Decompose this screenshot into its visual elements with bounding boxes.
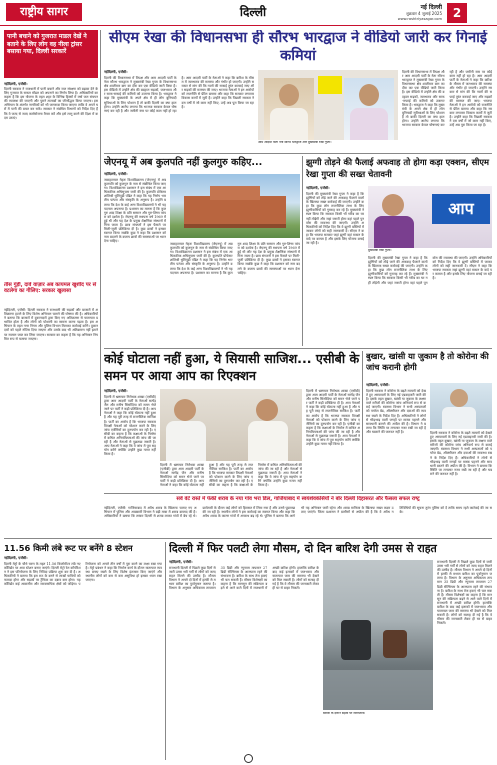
metro-story-headline: 11.56 किमी लंबे रूट पर बनेंगे 8 स्टेशन — [4, 543, 133, 553]
jnu-story — [104, 156, 300, 346]
jhuggi-photo-caption: मुख्यमंत्री रेखा गुप्ता। — [368, 249, 392, 252]
weather-photo-caption: बारिश के दौरान सड़क पर जलभराव। — [323, 712, 366, 715]
scam-story — [104, 351, 360, 491]
left-story-byline: नईदिल्ली, एजेंसी: — [4, 82, 28, 86]
left-story-text: दिल्ली सरकार ने राजधानी में पानी बचाने और जल संरक्षण को बढ़ावा देने के लिए गुजरात के सफल मॉडल को अपनाने का निर्णय लिया है। अधिकारियों का कहना है कि इस योजना के तहत शहर के विभिन्न हिस्सों में वर्षा जल संचयन की व्यवस्था की जाएगी और पुराने तालाबों का जीर्णोद्धार किया जाएगा। इस अभियान के अंतर्गत नागरिकों को भी जागरूक किया जाएगा ताकि वे अपने घरों में पानी की बचत कर सकें। सरकार ने संबंधित विभागों को निर्देश दिए हैं कि वे जल्द से जल्द कार्ययोजना तैयार करें और इसे लागू करने की दिशा में कदम उठाएं। — [4, 87, 98, 120]
jnu-building-photo — [170, 174, 300, 238]
wide-story — [104, 496, 492, 536]
fever-story-headline: बुखार, खांसी या जुकाम है तो कोरोना की जांच करानी होगी — [366, 351, 489, 372]
weather-story-headline: दिल्ली में फिर पलटी लेगा मौसम, दो दिन बारिश देगी उमस से राहत — [169, 542, 437, 555]
weather-story-byline: नईदिल्ली, एजेंसी: — [169, 560, 193, 564]
page-number-badge: 2 — [447, 3, 467, 23]
jhuggi-story-headline: झुग्गी तोड़ने की फैलाई अफवाह तो होगा कड़ा एक्शन, सीएम रेखा गुप्ता की सख्त चेतावनी — [306, 157, 490, 179]
fever-story-text-col1: दिल्ली सरकार ने कोरोना के बढ़ते मामलों को देखते हुए अस्पतालों के लिए नई एडवाइजरी जारी की है। इसके तहत बुखार, खांसी या जुकाम के लक्षण वाले मरीजों की कोरोना जांच अनिवार्य रूप से कराई जाएगी। स्वास्थ्य विभाग ने सभी अस्पतालों को पर्याप्त बेड, ऑक्सीजन और दवाओं की व्यवस्था रखने के निर्देश दिए हैं। अधिकारियों ने लोगों से भीड़भाड़ वाली जगहों पर मास्क पहनने और सावधानी बरतने की अपील की है। विभाग ने बताया कि स्थिति पर लगातार नजर रखी जा रही है और घबराने की जरूरत नहीं है। — [366, 389, 426, 434]
divider — [165, 542, 166, 760]
divider — [100, 30, 101, 416]
wide-story-headline: सर्वे वंटे रास्ते में फेंकी शराब के नया गांव भरा डिल, गाजियाबाद में स्वयंशेवकंसियाँ ने बोर दिल्ली दिहासरत और फैसला सफल राष्‍ट्र — [176, 496, 420, 502]
photo-person-left — [264, 78, 314, 140]
wide-story-text: नईदिल्ली, एजेंसी: गाजियाबाद में अवैध शराब के खिलाफ चलाए गए अभियान में पुलिस और आबकारी विभाग ने बड़ी मात्रा में शराब बरामद की है। अधिकारियों ने बताया कि तस्कर दिल्ली से शराब लाकर गांवों में बेच रहे थे। छापेमारी के दौरान कई लोगों को हिरासत में लिया गया है और उनसे पूछताछ की जा रही है। स्थानीय लोगों ने इस कार्रवाई का स्वागत किया और कहा कि अवैध शराब के कारण गांवों में अपराध बढ़ रहे थे। पुलिस ने बताया कि आगे भी यह अभियान जारी रहेगा और शराब माफिया के खिलाफ सख्त कदम उठाए जाएंगे। जिला प्रशासन ने ग्रामीणों से अपील की है कि वे अवैध गतिविधियों की सूचना तुरंत पुलिस को दें ताकि समय रहते कार्रवाई की जा सके। — [104, 506, 492, 519]
metro-story-byline: नईदिल्ली, एजेंसी: — [4, 556, 28, 560]
jhuggi-photo — [368, 186, 492, 248]
scam-story-byline: नईदिल्ली, एजेंसी: — [104, 389, 128, 393]
jhuggi-story-text-col2: दिल्ली की मुख्यमंत्री रेखा गुप्ता ने कहा है कि झुग्गियों को तोड़े जाने की अफवाह फैलाने वालों के खिलाफ सख्त कार्रवाई की जाएगी। उन्होंने कहा कि कुछ लोग राजनीतिक लाभ के लिए झुग्गीवासियों को गुमराह कर रहे हैं। मुख्यमंत्री ने स्पष्ट किया कि सरकार किसी भी गरीब का घर नहीं तोड़ेगी और जहां जरूरी होगा वहां पहले पुनर्वास की व्यवस्था की जाएगी। उन्होंने अधिकारियों को निर्देश दिए कि वे झुग्गी बस्तियों में जाकर लोगों को सही जानकारी दें। सीएम ने कहा कि भाजपा सरकार जहां झुग्गी वहां मकान के वादे पर कायम है और इसके लिए योजना बनाई जा रही है। — [368, 256, 492, 285]
divider — [302, 156, 303, 346]
main-story-photo-caption: आम आदमी पार्टी नेता सौरभ भारद्वाज और मुख्यमंत्री रेखा गुप्ता। — [258, 141, 332, 144]
fever-story-text-col2: दिल्ली सरकार ने कोरोना के बढ़ते मामलों को देखते हुए अस्पतालों के लिए नई एडवाइजरी जारी की है। इसके तहत बुखार, खांसी या जुकाम के लक्षण वाले मरीजों की कोरोना जांच अनिवार्य रूप से कराई जाएगी। स्वास्थ्य विभाग ने सभी अस्पतालों को पर्याप्त बेड, ऑक्सीजन और दवाओं की व्यवस्था रखने के निर्देश दिए हैं। अधिकारियों ने लोगों से भीड़भाड़ वाली जगहों पर मास्क पहनने और सावधानी बरतने की अपील की है। विभाग ने बताया कि स्थिति पर लगातार नजर रखी जा रही है और घबराने की जरूरत नहीं है। — [430, 431, 492, 476]
fever-story — [366, 351, 492, 491]
masthead — [0, 0, 497, 26]
scam-story-text-col1: दिल्ली में भ्रष्टाचार निरोधक शाखा (एसीबी) द्वारा आम आदमी पार्टी के नेताओं सत्येंद्र जैन और मनीष सिसोदिया को समन भेजे जाने पर पार्टी ने कड़ी प्रतिक्रिया दी है। आप नेताओं ने कहा कि कोई घोटाला नहीं हुआ है और यह पूरी तरह से राजनीतिक साजिश है। पार्टी का आरोप है कि भाजपा सरकार विपक्षी नेताओं को परेशान करने के लिए जांच एजेंसियों का दुरुपयोग कर रही है। एसीबी का कहना है कि कक्षाओं के निर्माण में कथित अनियमितताओं की जांच की जा रही है और नेताओं से पूछताछ जरूरी है। आप नेताओं ने कहा कि वे जांच में पूरा सहयोग करेंगे क्योंकि उन्होंने कुछ गलत नहीं किया है। — [104, 395, 156, 457]
left-story-2-headline: तीस गुंड़ी, दावे वाज़ार अब कायमल खुशीद पर से वटलेगा का गीलिए: सरकार खुलासा — [4, 282, 97, 295]
paper-name: नई दिल्ली — [420, 4, 442, 11]
photo-person-right — [344, 78, 394, 140]
weather-photo — [323, 560, 433, 710]
main-story-headline: सीएम रेखा की विधानसभा ही सौरभ भारद्वाज ने वीडियो जारी कर गिनाई कमियां — [108, 30, 488, 64]
jnu-story-text-col1: जवाहरलाल नेहरू विश्वविद्यालय (जेएनयू) में अब कुलपति को कुलगुरु के नाम से संबोधित किया जाएगा। विश्वविद्यालय प्रशासन ने इस संबंध में एक आधिकारिक अधिसूचना जारी की है। कुलपति प्रोफेसर शांतिश्री धुलिपुड़ी पंडित ने कहा कि यह निर्णय भारतीय परंपरा और संस्कृति के अनुरूप है। उन्होंने बताया कि देश के कई अन्य विश्वविद्यालयों ने भी यह पदनाम अपनाया है। प्रशासन का मानना है कि कुलगुरु शब्द शिक्षा के प्रति सम्मान और गुरु-शिष्य परंपरा को दर्शाता है। जेएनयू की स्थापना वर्ष 1969 में हुई थी और यह देश के प्रमुख शैक्षणिक संस्थानों में गिना जाता है। छात्र संगठनों ने इस फैसले पर मिली-जुली प्रतिक्रिया दी है। कुछ छात्रों ने इसका स्वागत किया जबकि कुछ ने कहा कि प्रशासन को नाम बदलने के बजाय छात्रों की समस्याओं पर ध्यान देना चाहिए। — [104, 178, 166, 244]
main-story-text-right: दिल्ली की विधानसभा में विपक्ष और आम आदमी पार्टी के नेता सौरभ भारद्वाज ने मुख्यमंत्री रेखा गुप्ता के विधानसभा क्षेत्र शालीमार बाग का दौरा कर एक वीडियो जारी किया है। इस वीडियो में उन्होंने क्षेत्र की बदहाल सड़कों, जलभराव और साफ-सफाई की कमियों को उजागर किया है। भारद्वाज ने कहा कि मुख्यमंत्री के अपने क्षेत्र में ही लोग बुनियादी सुविधाओं के लिए परेशान हैं तो बाकी दिल्ली का क्या हाल होगा। उन्होंने आरोप लगाया कि भाजपा सरकार केवल घोषणाएं कर रही है और जमीनी स्तर पर कोई काम नहीं हो रहा है। आम आदमी पार्टी के नेताओं ने कहा कि बारिश के मौसम में जलभराव की समस्या और गंभीर हो जाएगी। उन्होंने सरकार से मांग की कि नालों की सफाई तुरंत करवाई जाए और सड़कों की मरम्मत की जाए। भाजपा नेताओं ने इन आरोपों को राजनीति से प्रेरित बताया और कहा कि सरकार लगातार विकास कार्यों में जुटी है। उन्होंने कहा कि पिछली सरकार ने दस वर्षों में जो काम नहीं किए, उन्हें अब पूरा किया जा रहा है। — [402, 70, 492, 128]
main-story — [104, 30, 492, 150]
left-column — [4, 30, 98, 416]
jhuggi-story — [306, 156, 492, 346]
main-story-byline: नईदिल्ली, एजेंसी: — [104, 70, 128, 74]
divider — [104, 348, 492, 349]
photo-party-banner — [318, 76, 342, 94]
metro-story-text: दिल्ली मेट्रो के चौथे चरण के तहत 11.56 किलोमीटर लंबे नए कॉरिडोर पर आठ स्टेशन बनाए जाएंगे। दिल्ली मेट्रो रेल कॉर्पोरेशन ने इस परियोजना के लिए निविदा प्रक्रिया शुरू कर दी है। अधिकारियों ने बताया कि इस रूट के बनने से लाखों यात्रियों को फायदा होगा और सड़कों पर ट्रैफिक का दबाव कम होगा। यह कॉरिडोर कई आवासीय और व्यावसायिक क्षेत्रों को जोड़ेगा। परियोजना को अगले तीन वर्षों में पूरा करने का लक्ष्य रखा गया है। मेट्रो प्रबंधन ने कहा कि निर्माण कार्य के दौरान यातायात व्यवस्था बनाए रखने के लिए विशेष इंतजाम किए जाएंगे और स्थानीय लोगों को कम से कम असुविधा हो इसका ध्यान रखा जाएगा। — [4, 562, 162, 587]
divider — [362, 351, 363, 491]
website-link[interactable]: www.rashtriyasagar.com — [397, 17, 442, 21]
date-line: शुक्रवार 4 जुलाई 2025 — [406, 11, 442, 16]
section-banner: राष्ट्रीय सागर — [6, 3, 82, 21]
jhuggi-photo-banner: आप — [432, 194, 490, 224]
divider — [104, 153, 492, 154]
main-story-text-left: दिल्ली की विधानसभा में विपक्ष और आम आदमी पार्टी के नेता सौरभ भारद्वाज ने मुख्यमंत्री रेखा गुप्ता के विधानसभा क्षेत्र शालीमार बाग का दौरा कर एक वीडियो जारी किया है। इस वीडियो में उन्होंने क्षेत्र की बदहाल सड़कों, जलभराव और साफ-सफाई की कमियों को उजागर किया है। भारद्वाज ने कहा कि मुख्यमंत्री के अपने क्षेत्र में ही लोग बुनियादी सुविधाओं के लिए परेशान हैं तो बाकी दिल्ली का क्या हाल होगा। उन्होंने आरोप लगाया कि भाजपा सरकार केवल घोषणाएं कर रही है और जमीनी स्तर पर कोई काम नहीं हो रहा है। आम आदमी पार्टी के नेताओं ने कहा कि बारिश के मौसम में जलभराव की समस्या और गंभीर हो जाएगी। उन्होंने सरकार से मांग की कि नालों की सफाई तुरंत करवाई जाए और सड़कों की मरम्मत की जाए। भाजपा नेताओं ने इन आरोपों को राजनीति से प्रेरित बताया और कहा कि सरकार लगातार विकास कार्यों में जुटी है। उन्होंने कहा कि पिछली सरकार ने दस वर्षों में जो काम नहीं किए, उन्हें अब पूरा किया जा रहा है। — [104, 76, 254, 113]
weather-story-text-left: राजधानी दिल्ली में पिछले कुछ दिनों से जारी उमस भरी गर्मी से लोगों को जल्द राहत मिलने की उम्मीद है। मौसम विभाग ने अगले दो दिनों में हल्की से मध्यम बारिश का पूर्वानुमान जताया है। विभाग के अनुसार अधिकतम तापमान 35 डिग्री और न्यूनतम तापमान 27 डिग्री सेल्सियस के आसपास रहने की संभावना है। बारिश के साथ तेज हवाएं भी चल सकती हैं। मौसम विशेषज्ञों का कहना है कि मानसून की सक्रियता बढ़ने से आने वाले दिनों में राजधानी में अच्छी बारिश होगी। हालांकि बारिश के बाद कई इलाकों में जलभराव और यातायात जाम की समस्या भी देखने को मिल सकती है। लोगों को सलाह दी गई है कि वे मौसम की जानकारी लेकर ही घर से बाहर निकलें। — [169, 566, 319, 591]
fever-story-photo — [430, 383, 492, 429]
main-story-photo — [258, 70, 398, 140]
left-story-2-text: नईदिल्ली, एजेंसी: दिल्ली सरकार ने राजधानी की सड़कों और बाजारों में अतिक्रमण हटाने के लिए विशेष अभियान चलाने की घोषणा की है। अधिकारियों ने बताया कि बाजारों में दुकानदारों द्वारा किए गए अतिक्रमण से यातायात प्रभावित होता है और लोगों को परेशानी का सामना करना पड़ता है। इस अभियान के तहत नगर निगम और पुलिस विभाग मिलकर कार्रवाई करेंगे। दुकानदारों को पहले नोटिस दिया जाएगा और उसके बाद भी अतिक्रमण नहीं हटाने पर सामान जब्त कर लिया जाएगा। सरकार का कहना है कि यह अभियान नियमित रूप से चलाया जाएगा। — [4, 308, 98, 341]
divider — [4, 538, 492, 539]
registration-mark-icon — [244, 754, 253, 763]
weather-story-text-right: राजधानी दिल्ली में पिछले कुछ दिनों से जारी उमस भरी गर्मी से लोगों को जल्द राहत मिलने की उम्मीद है। मौसम विभाग ने अगले दो दिनों में हल्की से मध्यम बारिश का पूर्वानुमान जताया है। विभाग के अनुसार अधिकतम तापमान 35 डिग्री और न्यूनतम तापमान 27 डिग्री सेल्सियस के आसपास रहने की संभावना है। बारिश के साथ तेज हवाएं भी चल सकती हैं। मौसम विशेषज्ञों का कहना है कि मानसून की सक्रियता बढ़ने से आने वाले दिनों में राजधानी में अच्छी बारिश होगी। हालांकि बारिश के बाद कई इलाकों में जलभराव और यातायात जाम की समस्या भी देखने को मिल सकती है। लोगों को सलाह दी गई है कि वे मौसम की जानकारी लेकर ही घर से बाहर निकलें। — [437, 560, 492, 626]
left-story-headline: पानी बचाने को गुजरात माडल देखें ने बताने के लिए लोग वह नीला ट्रांसर बसाया गया, दिल्ली सरकारें — [4, 30, 98, 78]
jnu-story-text-col2: जवाहरलाल नेहरू विश्वविद्यालय (जेएनयू) में अब कुलपति को कुलगुरु के नाम से संबोधित किया जाएगा। विश्वविद्यालय प्रशासन ने इस संबंध में एक आधिकारिक अधिसूचना जारी की है। कुलपति प्रोफेसर शांतिश्री धुलिपुड़ी पंडित ने कहा कि यह निर्णय भारतीय परंपरा और संस्कृति के अनुरूप है। उन्होंने बताया कि देश के कई अन्य विश्वविद्यालयों ने भी यह पदनाम अपनाया है। प्रशासन का मानना है कि कुलगुरु शब्द शिक्षा के प्रति सम्मान और गुरु-शिष्य परंपरा को दर्शाता है। जेएनयू की स्थापना वर्ष 1969 में हुई थी और यह देश के प्रमुख शैक्षणिक संस्थानों में गिना जाता है। छात्र संगठनों ने इस फैसले पर मिली-जुली प्रतिक्रिया दी है। कुछ छात्रों ने इसका स्वागत किया जबकि कुछ ने कहा कि प्रशासन को नाम बदलने के बजाय छात्रों की समस्याओं पर ध्यान देना चाहिए। — [170, 242, 300, 275]
metro-story — [4, 542, 162, 760]
fever-story-byline: नईदिल्ली, एजेंसी: — [366, 383, 390, 387]
jhuggi-story-text-col1: दिल्ली की मुख्यमंत्री रेखा गुप्ता ने कहा है कि झुग्गियों को तोड़े जाने की अफवाह फैलाने वालों के खिलाफ सख्त कार्रवाई की जाएगी। उन्होंने कहा कि कुछ लोग राजनीतिक लाभ के लिए झुग्गीवासियों को गुमराह कर रहे हैं। मुख्यमंत्री ने स्पष्ट किया कि सरकार किसी भी गरीब का घर नहीं तोड़ेगी और जहां जरूरी होगा वहां पहले पुनर्वास की व्यवस्था की जाएगी। उन्होंने अधिकारियों को निर्देश दिए कि वे झुग्गी बस्तियों में जाकर लोगों को सही जानकारी दें। सीएम ने कहा कि भाजपा सरकार जहां झुग्गी वहां मकान के वादे पर कायम है और इसके लिए योजना बनाई जा रही है। — [306, 192, 364, 246]
scam-story-text-col3: दिल्ली में भ्रष्टाचार निरोधक शाखा (एसीबी) द्वारा आम आदमी पार्टी के नेताओं सत्येंद्र जैन और मनीष सिसोदिया को समन भेजे जाने पर पार्टी ने कड़ी प्रतिक्रिया दी है। आप नेताओं ने कहा कि कोई घोटाला नहीं हुआ है और यह पूरी तरह से राजनीतिक साजिश है। पार्टी का आरोप है कि भाजपा सरकार विपक्षी नेताओं को परेशान करने के लिए जांच एजेंसियों का दुरुपयोग कर रही है। एसीबी का कहना है कि कक्षाओं के निर्माण में कथित अनियमितताओं की जांच की जा रही है और नेताओं से पूछताछ जरूरी है। आप नेताओं ने कहा कि वे जांच में पूरा सहयोग करेंगे क्योंकि उन्होंने कुछ गलत नहीं किया है। — [306, 389, 360, 447]
weather-story — [169, 542, 492, 760]
scam-story-text-col2: दिल्ली में भ्रष्टाचार निरोधक शाखा (एसीबी) द्वारा आम आदमी पार्टी के नेताओं सत्येंद्र जैन और मनीष सिसोदिया को समन भेजे जाने पर पार्टी ने कड़ी प्रतिक्रिया दी है। आप नेताओं ने कहा कि कोई घोटाला नहीं हुआ है और यह पूरी तरह से राजनीतिक साजिश है। पार्टी का आरोप है कि भाजपा सरकार विपक्षी नेताओं को परेशान करने के लिए जांच एजेंसियों का दुरुपयोग कर रही है। एसीबी का कहना है कि कक्षाओं के निर्माण में कथित अनियमितताओं की जांच की जा रही है और नेताओं से पूछताछ जरूरी है। आप नेताओं ने कहा कि वे जांच में पूरा सहयोग करेंगे क्योंकि उन्होंने कुछ गलत नहीं किया है। — [160, 463, 302, 488]
divider — [104, 493, 492, 494]
scam-story-headline: कोई घोटाला नहीं हुआ, ये सियासी साजिश... एसीबी के समन पर आया आप का रिएक्शन — [104, 351, 360, 383]
scam-story-photo — [160, 389, 302, 461]
jnu-story-byline: नईदिल्ली, एजेंसी: — [104, 172, 128, 176]
jnu-story-headline: जेएनयू में अब कुलपति नहीं कुलगुरु कहिए... — [104, 157, 263, 168]
jhuggi-story-byline: नईदिल्ली, एजेंसी: — [306, 186, 330, 190]
city-title: दिल्ली — [239, 5, 267, 19]
